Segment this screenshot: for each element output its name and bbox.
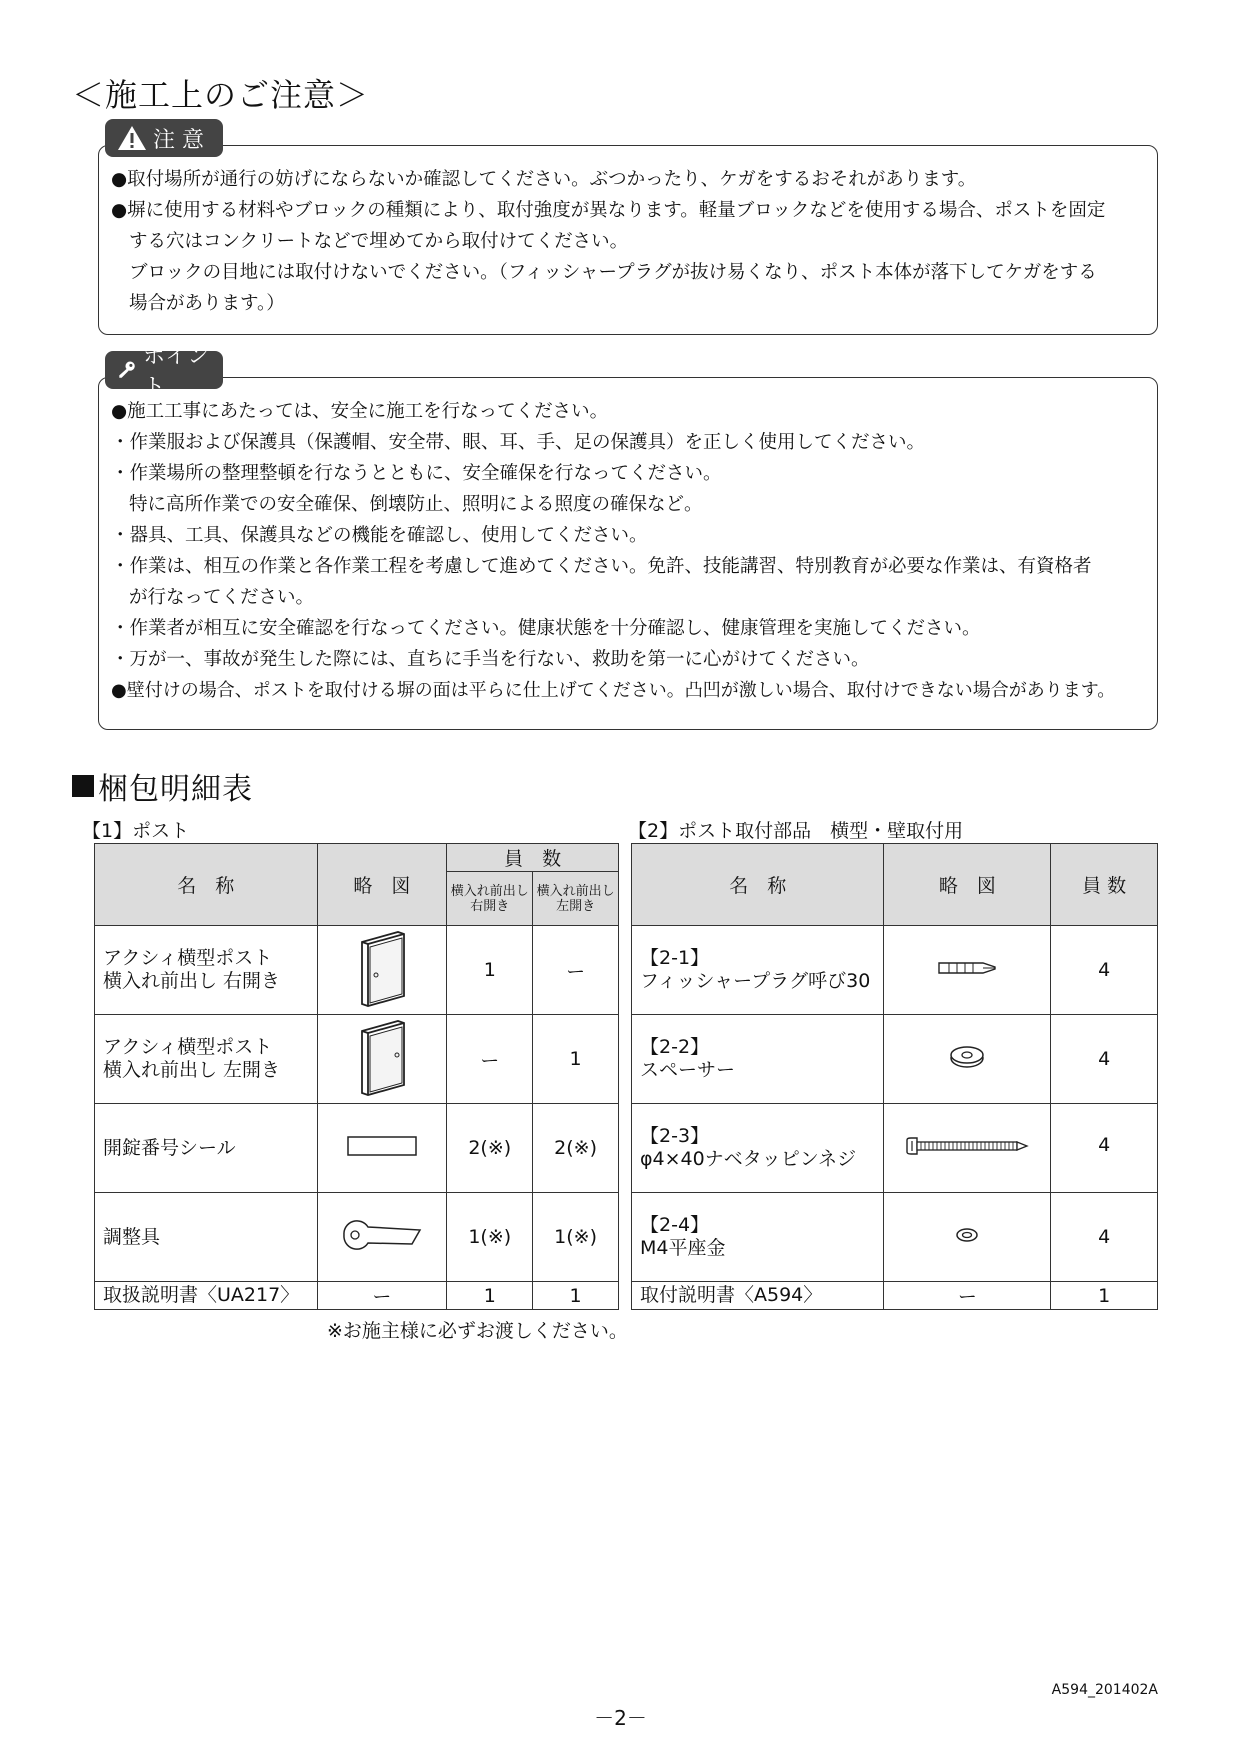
table1-row3-sketch: [317, 1104, 447, 1193]
seal-icon: [346, 1134, 418, 1158]
caution-line-3: する穴はコンクリートなどで埋めてから取付けてください。: [129, 231, 629, 252]
table-row: [632, 926, 1158, 1015]
point-label: [105, 344, 223, 400]
point-line-10: ●壁付けの場合、ポストを取付ける塀の面は平らに仕上げてください。凸凹が激しい場合、取付けできない場合があります。: [111, 680, 1116, 701]
table-row: [95, 1282, 619, 1310]
table1-footer-sketch: ー: [317, 1282, 447, 1310]
table2-row2-code: 【2-2】: [640, 1036, 710, 1058]
page-title: ＜施工上のご注意＞: [72, 76, 370, 114]
point-line-9: ・万が一、事故が発生した際には、直ちに手当を行ない、救助を第一に心がけてください。: [111, 649, 870, 670]
table1-row4-left: 1(※): [533, 1193, 619, 1282]
table1-header-sketch: 略 図: [317, 844, 447, 926]
table2-row4-sketch: [884, 1193, 1051, 1282]
table2-footer-sketch: ー: [884, 1282, 1051, 1310]
table1-row1-right: 1: [447, 926, 533, 1015]
table1-row2-name: [95, 1015, 318, 1104]
table2-row3-sketch: [884, 1104, 1051, 1193]
table1-header-left-line2: 左開き: [556, 898, 596, 914]
table1-row4-name: 調整具: [95, 1193, 318, 1282]
point-box: [98, 377, 1158, 730]
key-icon: [117, 357, 137, 383]
mailbox-right-icon: [352, 928, 412, 1008]
table1-row2-left: 1: [533, 1015, 619, 1104]
table1: [94, 843, 619, 1310]
caution-line-2: ●塀に使用する材料やブロックの種類により、取付強度が異なります。軽量ブロックなどを使用する場合、ポストを固定: [111, 200, 1106, 221]
table1-row1-left: ー: [533, 926, 619, 1015]
table1-header-left-line1: 横入れ前出し: [536, 883, 615, 899]
point-line-4: 特に高所作業での安全確保、倒壊防止、照明による照度の確保など。: [129, 494, 703, 515]
table2-row2-qty: 4: [1051, 1015, 1158, 1104]
table2-row3-qty: 4: [1051, 1104, 1158, 1193]
table2-row4-text: M4平座金: [640, 1237, 726, 1259]
table1-footer-name: 取扱説明書〈UA217〉: [95, 1282, 318, 1310]
point-line-5: ・器具、工具、保護具などの機能を確認し、使用してください。: [111, 525, 648, 546]
table2: [631, 843, 1158, 1310]
table1-row1-sketch: [317, 926, 447, 1015]
mailbox-left-icon: [352, 1017, 412, 1097]
table1-row3-name: 開錠番号シール: [95, 1104, 318, 1193]
table1-row2-name-line1: アクシィ横型ポスト: [103, 1036, 273, 1058]
table-row: [632, 1193, 1158, 1282]
table1-header-left: [533, 872, 619, 926]
table1-header-right-line1: 横入れ前出し: [450, 883, 529, 899]
table2-row4-qty: 4: [1051, 1193, 1158, 1282]
table2-row4-code: 【2-4】: [640, 1214, 710, 1236]
table-row: [632, 1282, 1158, 1310]
table2-header-sketch: 略 図: [884, 844, 1051, 926]
table1-row4-sketch: [317, 1193, 447, 1282]
table1-header-right-line2: 右開き: [470, 898, 510, 914]
page-number: －2－: [594, 1706, 647, 1730]
table2-row2-name: [632, 1015, 884, 1104]
section-title: [72, 764, 253, 808]
table1-row3-right: 2(※): [447, 1104, 533, 1193]
point-line-3: ・作業場所の整理整頓を行なうとともに、安全確保を行なってください。: [111, 463, 722, 484]
table1-row4-right: 1(※): [447, 1193, 533, 1282]
table2-footer-qty: 1: [1051, 1282, 1158, 1310]
table1-header-name: 名 称: [95, 844, 318, 926]
table2-row1-code: 【2-1】: [640, 947, 710, 969]
point-label-text: ポイント: [143, 344, 210, 400]
table2-row2-sketch: [884, 1015, 1051, 1104]
adjuster-icon: [340, 1218, 424, 1252]
table2-footer-name: 取付説明書〈A594〉: [632, 1282, 884, 1310]
table1-footer-left: 1: [533, 1282, 619, 1310]
table2-row3-text: φ4×40ナベタッピンネジ: [640, 1148, 857, 1170]
table1-footer-right: 1: [447, 1282, 533, 1310]
table2-row1-text: フィッシャープラグ呼び30: [640, 970, 871, 992]
point-line-2: ・作業服および保護具（保護帽、安全帯、眼、耳、手、足の保護具）を正しく使用してください。: [111, 432, 926, 453]
handover-note: ※お施主様に必ずお渡しください。: [327, 1320, 628, 1342]
warning-icon: [117, 125, 147, 151]
table2-header-name: 名 称: [632, 844, 884, 926]
point-line-8: ・作業者が相互に安全確認を行なってください。健康状態を十分確認し、健康管理を実施してください。: [111, 618, 981, 639]
spacer-icon: [947, 1044, 987, 1070]
table-row: [632, 1104, 1158, 1193]
section-title-text: 梱包明細表: [98, 772, 253, 807]
table-row: [95, 1193, 619, 1282]
caution-label-text: 注 意: [153, 127, 204, 153]
caution-line-4: ブロックの目地には取付けないでください。（フィッシャープラグが抜け易くなり、ポスト本体が落下してケガをする: [129, 262, 1097, 283]
table1-header-qty: 員 数: [447, 844, 619, 872]
table1-row3-left: 2(※): [533, 1104, 619, 1193]
table1-row2-sketch: [317, 1015, 447, 1104]
table2-row4-name: [632, 1193, 884, 1282]
table2-row1-sketch: [884, 926, 1051, 1015]
caution-box: [98, 145, 1158, 335]
square-bullet-icon: [72, 775, 94, 797]
table2-row3-code: 【2-3】: [640, 1125, 710, 1147]
point-line-7: が行なってください。: [129, 587, 315, 608]
table-row: [632, 1015, 1158, 1104]
table1-row1-name-line2: 横入れ前出し 右開き: [103, 970, 281, 992]
table1-row1-name-line1: アクシィ横型ポスト: [103, 947, 273, 969]
washer-icon: [954, 1226, 980, 1244]
table-row: [95, 1015, 619, 1104]
point-line-1: ●施工工事にあたっては、安全に施工を行なってください。: [111, 401, 609, 422]
table1-row2-name-line2: 横入れ前出し 左開き: [103, 1059, 281, 1081]
table2-caption: 【2】ポスト取付部品 横型・壁取付用: [628, 820, 964, 842]
table-row: [95, 926, 619, 1015]
document-code: A594_201402A: [1051, 1682, 1158, 1698]
table2-row2-text: スペーサー: [640, 1059, 736, 1081]
caution-label: [105, 119, 223, 157]
table1-row1-name: [95, 926, 318, 1015]
table2-header-qty: 員 数: [1051, 844, 1158, 926]
caution-line-1: ●取付場所が通行の妨げにならないか確認してください。ぶつかったり、ケガをするおそれがあります。: [111, 169, 977, 190]
caution-line-5: 場合があります。）: [129, 293, 285, 314]
table1-caption: 【1】ポスト: [82, 820, 190, 842]
screw-icon: [905, 1136, 1029, 1156]
fisher-plug-icon: [935, 959, 999, 977]
table1-row2-right: ー: [447, 1015, 533, 1104]
point-line-6: ・作業は、相互の作業と各作業工程を考慮して進めてください。免許、技能講習、特別教育が必要な作業は、有資格者: [111, 556, 1092, 577]
table-row: [95, 1104, 619, 1193]
table1-header-right: [447, 872, 533, 926]
table2-row1-name: [632, 926, 884, 1015]
table2-row3-name: [632, 1104, 884, 1193]
table2-row1-qty: 4: [1051, 926, 1158, 1015]
